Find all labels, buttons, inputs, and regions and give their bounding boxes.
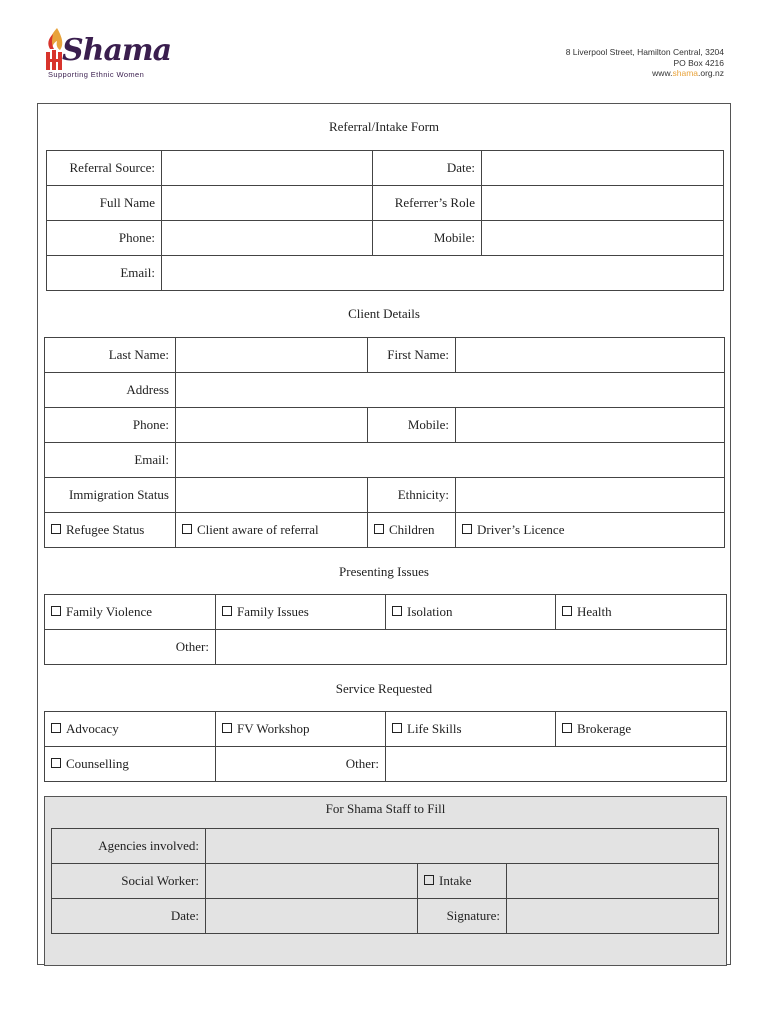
social-worker-field[interactable] — [206, 864, 418, 899]
client-aware-checkbox[interactable]: Client aware of referral — [176, 513, 368, 548]
ethnicity-field[interactable] — [456, 478, 725, 513]
counselling-checkbox[interactable]: Counselling — [45, 747, 216, 782]
referral-table — [46, 150, 724, 291]
checkbox-icon — [222, 723, 232, 733]
family-issues-checkbox[interactable]: Family Issues — [216, 595, 386, 630]
family-violence-checkbox[interactable]: Family Violence — [45, 595, 216, 630]
contact-address — [566, 47, 724, 79]
staff-date-field[interactable] — [206, 899, 418, 934]
issues-other-field[interactable] — [216, 630, 727, 665]
address-label: Address — [45, 373, 176, 408]
referrer-phone-label: Phone: — [47, 221, 162, 256]
checkbox-icon — [424, 875, 434, 885]
children-checkbox[interactable]: Children — [368, 513, 456, 548]
ethnicity-label: Ethnicity: — [368, 478, 456, 513]
client-phone-field[interactable] — [176, 408, 368, 443]
referral-date-label: Date: — [373, 151, 482, 186]
advocacy-checkbox[interactable]: Advocacy — [45, 712, 216, 747]
drivers-licence-checkbox[interactable]: Driver’s Licence — [456, 513, 725, 548]
referrer-mobile-field[interactable] — [482, 221, 724, 256]
address-pobox: PO Box 4216 — [673, 57, 724, 68]
address-street: 8 Liverpool Street, Hamilton Central, 3204 — [565, 47, 724, 57]
brokerage-checkbox[interactable]: Brokerage — [556, 712, 727, 747]
checkbox-icon — [51, 758, 61, 768]
service-requested-title: Service Requested — [335, 681, 433, 696]
isolation-checkbox[interactable]: Isolation — [386, 595, 556, 630]
referrer-phone-field[interactable] — [162, 221, 373, 256]
checkbox-icon — [392, 723, 402, 733]
checkbox-icon — [392, 606, 402, 616]
service-other-label: Other: — [216, 747, 386, 782]
intake-checkbox[interactable]: Intake — [418, 864, 507, 899]
checkbox-icon — [374, 524, 384, 534]
first-name-field[interactable] — [456, 338, 725, 373]
immigration-status-field[interactable] — [176, 478, 368, 513]
first-name-label: First Name: — [368, 338, 456, 373]
life-skills-checkbox[interactable]: Life Skills — [386, 712, 556, 747]
client-email-label: Email: — [45, 443, 176, 478]
checkbox-icon — [51, 723, 61, 733]
health-checkbox[interactable]: Health — [556, 595, 727, 630]
referrer-mobile-label: Mobile: — [373, 221, 482, 256]
refugee-status-checkbox[interactable]: Refugee Status — [45, 513, 176, 548]
referrer-full-name-field[interactable] — [162, 186, 373, 221]
checkbox-icon — [562, 606, 572, 616]
referrer-full-name-label: Full Name — [47, 186, 162, 221]
logo-wordmark: Shama — [62, 33, 172, 68]
checkbox-icon — [51, 606, 61, 616]
staff-date-label: Date: — [52, 899, 206, 934]
client-table — [44, 337, 725, 548]
social-worker-label: Social Worker: — [52, 864, 206, 899]
agencies-involved-field[interactable] — [206, 829, 719, 864]
checkbox-icon — [222, 606, 232, 616]
referrers-role-field[interactable] — [482, 186, 724, 221]
website-link[interactable]: www.shama.org.nz — [652, 68, 724, 78]
service-table — [44, 711, 727, 782]
client-mobile-label: Mobile: — [368, 408, 456, 443]
signature-field[interactable] — [507, 899, 719, 934]
checkbox-icon — [182, 524, 192, 534]
referral-form-title: Referral/Intake Form — [328, 119, 440, 134]
checkbox-icon — [562, 723, 572, 733]
client-details-title: Client Details — [348, 306, 420, 321]
referral-source-field[interactable] — [162, 151, 373, 186]
issues-table — [44, 594, 727, 665]
client-email-field[interactable] — [176, 443, 725, 478]
signature-label: Signature: — [418, 899, 507, 934]
issues-other-label: Other: — [45, 630, 216, 665]
intake-field[interactable] — [507, 864, 719, 899]
service-other-field[interactable] — [386, 747, 727, 782]
referral-date-field[interactable] — [482, 151, 724, 186]
referral-source-label: Referral Source: — [47, 151, 162, 186]
shama-logo — [44, 26, 172, 82]
checkbox-icon — [51, 524, 61, 534]
staff-section-title: For Shama Staff to Fill — [325, 801, 446, 816]
referrers-role-label: Referrer’s Role — [373, 186, 482, 221]
client-mobile-field[interactable] — [456, 408, 725, 443]
staff-table — [51, 828, 719, 934]
agencies-involved-label: Agencies involved: — [52, 829, 206, 864]
referrer-email-label: Email: — [47, 256, 162, 291]
address-field[interactable] — [176, 373, 725, 408]
checkbox-icon — [462, 524, 472, 534]
last-name-field[interactable] — [176, 338, 368, 373]
referrer-email-field[interactable] — [162, 256, 724, 291]
presenting-issues-title: Presenting Issues — [339, 564, 429, 579]
fv-workshop-checkbox[interactable]: FV Workshop — [216, 712, 386, 747]
client-phone-label: Phone: — [45, 408, 176, 443]
logo-tagline: Supporting Ethnic Women — [48, 70, 145, 79]
immigration-status-label: Immigration Status — [45, 478, 176, 513]
last-name-label: Last Name: — [45, 338, 176, 373]
